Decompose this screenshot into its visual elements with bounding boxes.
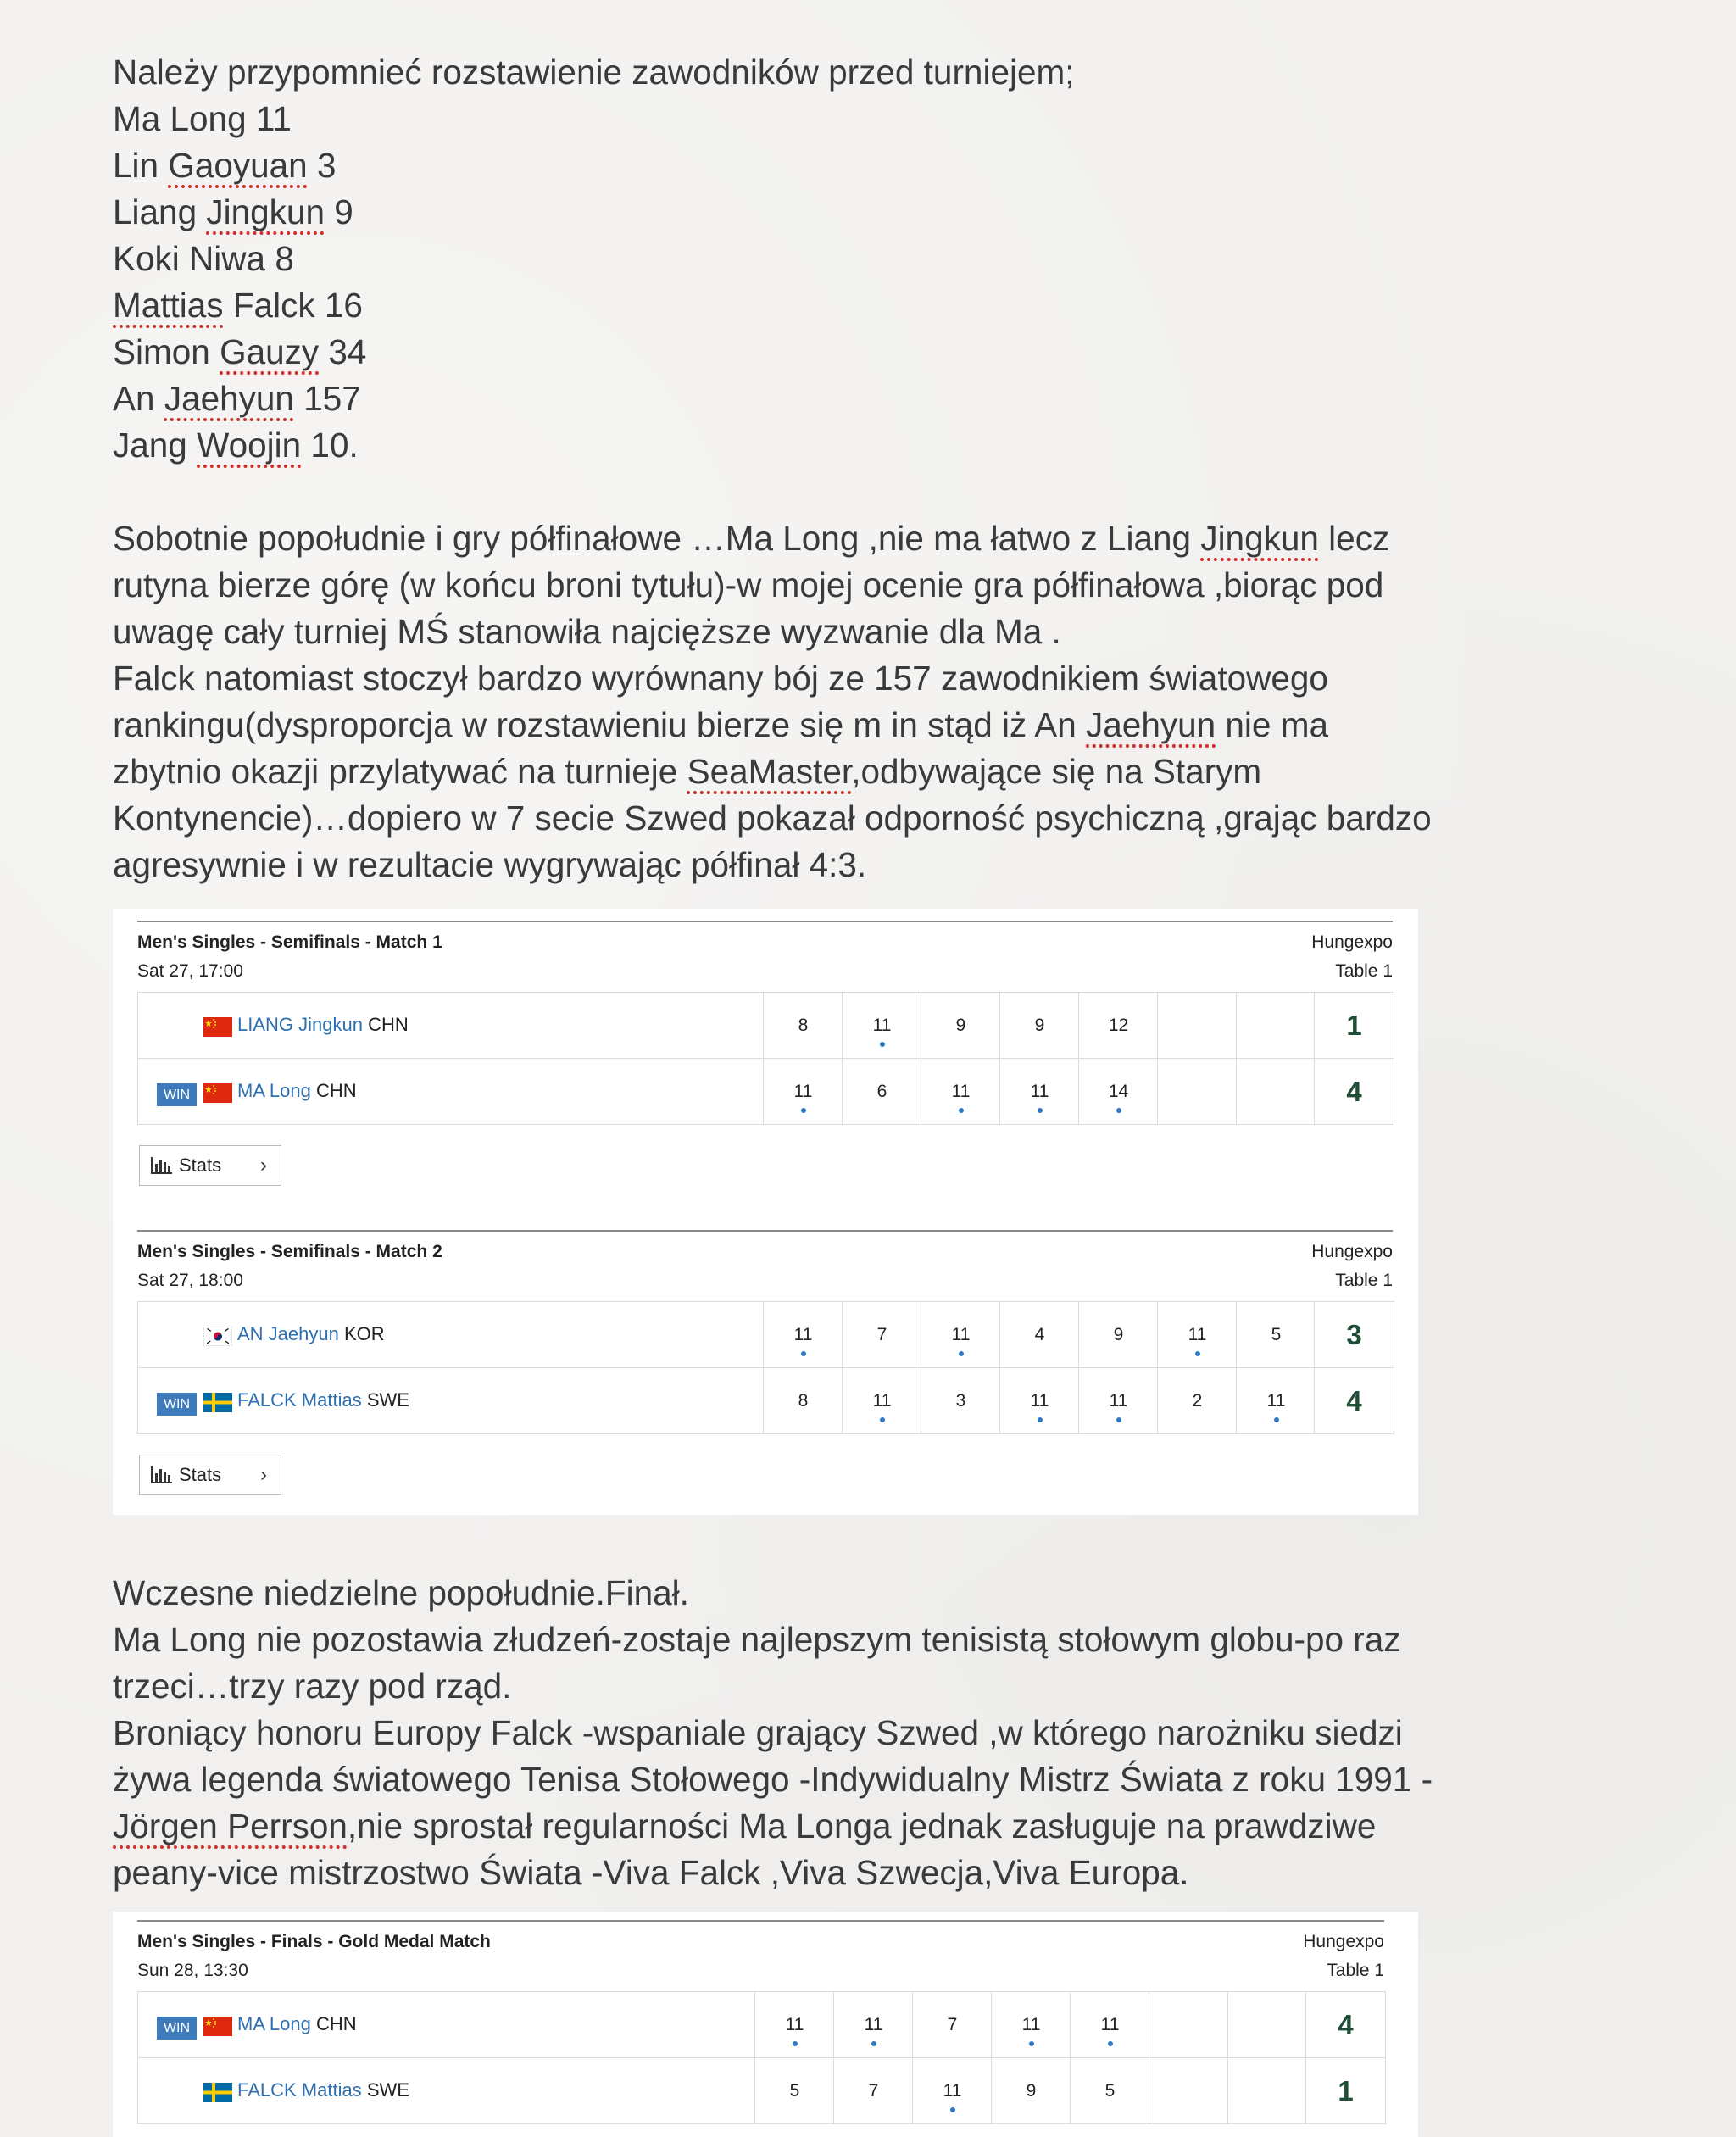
game-score-value: 11 [872,1016,892,1035]
seed-line [113,189,1075,236]
game-score-value: 11 [1030,1391,1049,1411]
game-score [991,1992,1071,2057]
game-score [999,1368,1079,1433]
seed-number: 157 [303,379,361,418]
game-score [1227,2058,1307,2123]
player-row [138,1302,1394,1368]
bar-chart-icon [150,1466,172,1483]
text-span: zbytnio okazji przylatywać na turnieje [113,752,687,791]
game-score-value: 11 [793,1082,813,1101]
text-line: Ma Long nie pozostawia złudzeń-zostaje najlepszym tenisistą stołowym globu-po raz [113,1620,1401,1659]
spellcheck-word[interactable]: Gauzy [220,332,320,371]
game-score-value: 11 [951,1082,971,1101]
match-venue: Hungexpo [1311,932,1393,952]
spellcheck-word[interactable]: Mattias [113,286,224,325]
player-country: CHN [315,2013,357,2034]
kr-flag-icon [203,1327,232,1346]
match-total: 4 [1305,1992,1385,2057]
player-name[interactable] [237,1014,409,1036]
game-score [921,1059,1000,1124]
match-title: Men's Singles - Finals - Gold Medal Match [137,1932,491,1951]
game-won-dot [1108,2041,1113,2046]
player-country: CHN [315,1080,357,1101]
game-score [763,1059,843,1124]
game-score [763,993,843,1058]
game-score [763,1302,843,1367]
text-span: Sobotnie popołudnie i gry półfinałowe …Ma Long ,nie ma łatwo z Liang [113,519,1201,558]
cn-flag-icon [203,1083,232,1103]
score-table [137,1301,1394,1434]
game-score-value: 5 [1104,2081,1116,2101]
game-score-value: 7 [876,1325,887,1344]
game-score-value: 7 [947,2015,958,2034]
spellcheck-word[interactable]: Jörgen Perrson [113,1806,348,1845]
player-name-link[interactable]: FALCK Mattias [237,1389,362,1411]
game-score [833,2058,913,2123]
seed-name: An [113,379,155,418]
seed-name: Lin [113,146,159,185]
game-score [1078,1302,1158,1367]
game-score [1157,993,1237,1058]
game-won-dot [1116,1417,1121,1422]
text-line: żywa legenda światowego Tenisa Stołowego -Indywidualny Mistrz Świata z roku 1991 - [113,1760,1433,1799]
player-name[interactable] [237,1080,357,1102]
game-score-value: 2 [1192,1391,1203,1411]
game-score-value: 4 [1034,1325,1045,1344]
seed-line [113,376,1075,422]
se-flag-icon [203,1393,232,1412]
game-score-value: 11 [1030,1082,1049,1101]
game-score [1149,2058,1228,2123]
game-won-dot [950,2107,955,2112]
game-score-value: 9 [1034,1016,1045,1035]
seed-name: Ma Long [113,99,247,138]
seed-name: Koki Niwa [113,239,266,278]
player-row [138,1059,1394,1124]
text-line: Kontynencie)…dopiero w 7 secie Szwed pokazał odporność psychiczną ,grając bardzo [113,799,1432,838]
spellcheck-word[interactable]: Jaehyun [1086,705,1216,744]
game-score [1078,1368,1158,1433]
match-block [137,1230,1393,1416]
game-won-dot [871,2041,876,2046]
seed-line [113,422,1075,469]
text-line: peany-vice mistrzostwo Świata -Viva Falck ,Viva Szwecja,Viva Europa. [113,1853,1189,1892]
final-paragraph [113,1570,1433,1896]
seeding-paragraph [113,49,1075,469]
player-cell [138,1059,770,1124]
text-line: Wczesne niedzielne popołudnie.Finał. [113,1573,689,1612]
match-block [137,921,1393,1107]
match-total: 3 [1314,1302,1394,1367]
text-span: rankingu(dysproporcja w rozstawieniu bierze się m in stąd iż An [113,705,1087,744]
final-results-card [113,1912,1418,2137]
win-badge: WIN [157,1083,197,1106]
game-score-value: 11 [951,1325,971,1344]
game-score [921,1368,1000,1433]
game-score [842,1059,921,1124]
game-score-value: 12 [1108,1016,1129,1035]
win-badge: WIN [157,2017,197,2040]
seed-name: Liang [113,192,198,231]
game-won-dot [793,2041,798,2046]
game-won-dot [1029,2041,1034,2046]
text-span: ,odbywające się na Starym [851,752,1262,791]
cn-flag-icon [203,1017,232,1037]
player-name[interactable] [237,1323,385,1345]
player-country: CHN [368,1014,409,1035]
game-score [833,1992,913,2057]
game-score [991,2058,1071,2123]
game-score [1078,1059,1158,1124]
game-score [921,993,1000,1058]
match-date: Sun 28, 13:30 [137,1961,248,1980]
match-total: 1 [1305,2058,1385,2123]
intro-line: Należy przypomnieć rozstawienie zawodników przed turniejem; [113,53,1075,92]
seed-number: 3 [316,146,337,185]
game-score [999,1059,1079,1124]
match-venue: Hungexpo [1303,1932,1384,1951]
game-score [912,1992,992,2057]
match-block [137,1920,1384,2106]
seed-line [113,282,1075,329]
seed-name: Jang [113,426,187,465]
spellcheck-word[interactable]: SeaMaster [687,752,852,791]
game-score-value: 6 [876,1082,887,1101]
semifinals-paragraph [113,515,1432,888]
player-row [138,1992,1385,2058]
game-score [1070,2058,1149,2123]
game-score [842,993,921,1058]
game-won-dot [1116,1108,1121,1113]
spellcheck-word[interactable]: Jingkun [1200,519,1319,558]
game-score-value: 11 [1021,2015,1041,2034]
bar-chart-icon [150,1157,172,1174]
player-name[interactable] [237,2013,357,2035]
spellcheck-word[interactable]: Jingkun [206,192,325,231]
game-score-value: 5 [1271,1325,1282,1344]
game-score [1070,1992,1149,2057]
spellcheck-word[interactable]: Jaehyun [164,379,294,418]
game-won-dot [959,1351,964,1356]
player-row [138,1368,1394,1433]
player-row [138,993,1394,1059]
match-date: Sat 27, 18:00 [137,1271,243,1290]
text-line [113,749,1418,795]
game-score-value: 11 [943,2081,962,2101]
game-score [1236,1059,1316,1124]
score-table [137,1991,1386,2124]
stats-label: Stats [179,1464,222,1485]
game-score-value: 11 [793,1325,813,1344]
match-total: 4 [1314,1368,1394,1433]
game-score-value: 11 [864,2015,883,2034]
match-total: 1 [1314,993,1394,1058]
match-table: Table 1 [1327,1961,1384,1980]
text-line [113,515,1418,562]
player-cell [138,1302,770,1367]
spellcheck-word[interactable]: Gaoyuan [168,146,308,185]
player-cell [138,993,770,1058]
match-table: Table 1 [1335,1271,1393,1290]
text-line: trzeci…trzy razy pod rząd. [113,1667,512,1706]
game-score [1236,993,1316,1058]
match-divider [137,1230,1393,1232]
game-score-value: 14 [1108,1082,1129,1101]
chevron-right-icon: › [260,1154,267,1177]
text-line: Broniący honoru Europy Falck -wspaniale grający Szwed ,w którego narożniku siedzi [113,1713,1403,1752]
game-score [999,1302,1079,1367]
win-badge: WIN [157,1393,197,1416]
text-line: rutyna bierze górę (w końcu broni tytułu)-w mojej ocenie gra półfinałowa ,biorąc pod [113,565,1384,604]
player-name-link[interactable]: AN Jaehyun [237,1323,339,1344]
game-score-value: 8 [798,1016,809,1035]
game-won-dot [880,1042,885,1047]
game-won-dot [959,1108,964,1113]
seed-number: 34 [328,332,367,371]
game-score-value: 11 [1188,1325,1207,1344]
game-score [1157,1059,1237,1124]
game-score-value: 3 [955,1391,966,1411]
seed-line [113,329,1075,376]
game-score-value: 9 [955,1016,966,1035]
game-won-dot [1038,1108,1043,1113]
game-score [999,993,1079,1058]
player-name-link[interactable]: MA Long [237,2013,311,2034]
match-divider [137,921,1393,922]
game-score [1236,1368,1316,1433]
game-score-value: 11 [785,2015,804,2034]
seed-number: 8 [275,239,294,278]
stats-button[interactable] [139,1455,281,1495]
seed-number: 11 [255,99,292,138]
text-line: uwagę cały turniej MŚ stanowiła najcięższe wyzwanie dla Ma . [113,612,1061,651]
game-won-dot [880,1417,885,1422]
game-won-dot [1195,1351,1200,1356]
game-score-value: 11 [1109,1391,1128,1411]
player-country: SWE [366,2079,409,2101]
game-score [1157,1368,1237,1433]
stats-label: Stats [179,1155,222,1176]
game-score [842,1302,921,1367]
match-divider [137,1920,1384,1922]
game-score [1227,1992,1307,2057]
player-name-link[interactable]: LIANG Jingkun [237,1014,363,1035]
player-country: KOR [343,1323,385,1344]
match-title: Men's Singles - Semifinals - Match 1 [137,932,442,952]
player-cell [138,1368,770,1433]
seed-number: 9 [334,192,353,231]
text-span: ,nie sprostał regularności Ma Longa jednak zasługuje na prawdziwe [347,1806,1377,1845]
spellcheck-word[interactable]: Woojin [197,426,302,465]
game-score [754,2058,834,2123]
game-score-value: 11 [872,1391,892,1411]
game-score [1149,1992,1228,2057]
player-cell [138,2058,770,2123]
text-span: lecz [1318,519,1390,558]
chevron-right-icon: › [260,1463,267,1486]
player-name-link[interactable]: FALCK Mattias [237,2079,362,2101]
seed-number: 10. [310,426,359,465]
game-score [912,2058,992,2123]
game-score-value: 7 [868,2081,879,2101]
cn-flag-icon [203,2017,232,2036]
game-won-dot [801,1108,806,1113]
match-total: 4 [1314,1059,1394,1124]
semifinals-results-card [113,909,1418,1515]
game-score [763,1368,843,1433]
match-venue: Hungexpo [1311,1242,1393,1261]
match-date: Sat 27, 17:00 [137,961,243,981]
stats-button[interactable] [139,1145,281,1186]
game-score [1157,1302,1237,1367]
text-line [113,1803,1418,1850]
game-score-value: 9 [1026,2081,1037,2101]
score-table [137,992,1394,1125]
game-score [754,1992,834,2057]
seed-number: Falck 16 [232,286,363,325]
player-row [138,2058,1385,2123]
match-table: Table 1 [1335,961,1393,981]
seed-line [113,142,1075,189]
player-name-link[interactable]: MA Long [237,1080,311,1101]
seed-line [113,96,1075,142]
text-line: agresywnie i w rezultacie wygrywając półfinał 4:3. [113,845,867,884]
game-score [1236,1302,1316,1367]
seed-line [113,236,1075,282]
game-score-value: 5 [789,2081,800,2101]
game-score [842,1368,921,1433]
seed-name: Simon [113,332,210,371]
player-cell [138,1992,770,2057]
text-line [113,702,1418,749]
game-score [1078,993,1158,1058]
text-line: Falck natomiast stoczył bardzo wyrównany bój ze 157 zawodnikiem światowego [113,659,1328,698]
player-name[interactable] [237,1389,409,1411]
player-country: SWE [366,1389,409,1411]
game-won-dot [801,1351,806,1356]
game-won-dot [1038,1417,1043,1422]
player-name[interactable] [237,2079,409,2101]
game-score-value: 11 [1266,1391,1286,1411]
game-score-value: 9 [1113,1325,1124,1344]
game-score [921,1302,1000,1367]
text-span: nie ma [1216,705,1328,744]
game-score-value: 8 [798,1391,809,1411]
game-won-dot [1274,1417,1279,1422]
game-score-value: 11 [1100,2015,1120,2034]
match-title: Men's Singles - Semifinals - Match 2 [137,1242,442,1261]
se-flag-icon [203,2083,232,2102]
